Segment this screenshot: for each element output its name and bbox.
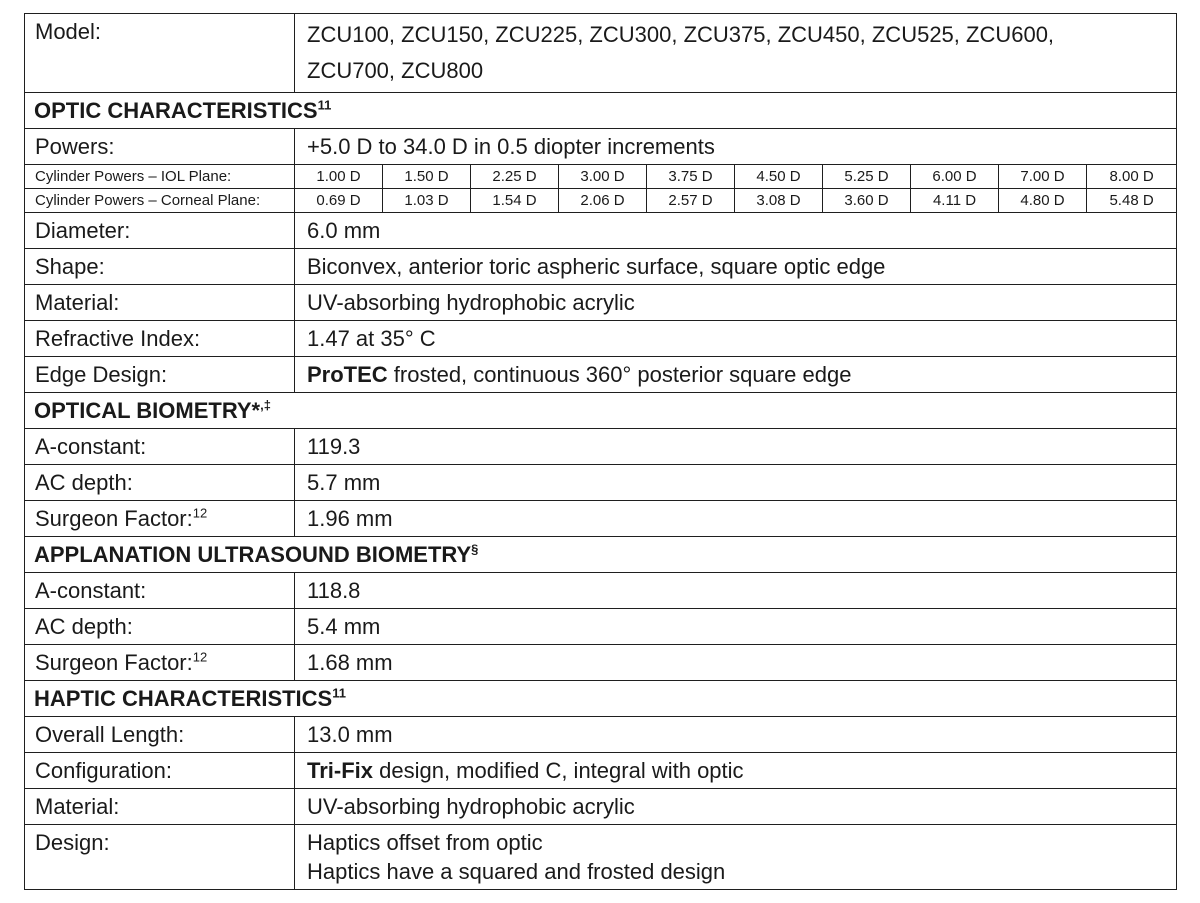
diameter-value: 6.0 mm — [295, 213, 1177, 249]
design-value-line2: Haptics have a squared and frosted design — [307, 859, 726, 884]
configuration-rest: design, modified C, integral with optic — [373, 758, 744, 783]
row-haptic-material — [25, 789, 1177, 825]
cylinder-corneal-value: 0.69 D — [295, 189, 383, 213]
optical-surgeon-factor-superscript: 12 — [192, 505, 208, 521]
row-refractive-index — [25, 321, 1177, 357]
optic-section-superscript: 11 — [317, 97, 332, 113]
row-shape — [25, 249, 1177, 285]
cylinder-corneal-value: 3.08 D — [735, 189, 823, 213]
configuration-value — [295, 753, 1177, 789]
overall-length-value: 13.0 mm — [295, 717, 1177, 753]
cylinder-corneal-label: Cylinder Powers – Corneal Plane: — [25, 189, 295, 213]
configuration-brand: Tri-Fix — [307, 758, 374, 783]
row-diameter — [25, 213, 1177, 249]
model-label: Model: — [25, 14, 295, 93]
row-section-optical-biometry — [25, 393, 1177, 429]
shape-label: Shape: — [25, 249, 295, 285]
row-configuration — [25, 753, 1177, 789]
cylinder-corneal-value: 1.03 D — [383, 189, 471, 213]
refractive-index-value: 1.47 at 35° C — [295, 321, 1177, 357]
refractive-index-label: Refractive Index: — [25, 321, 295, 357]
cylinder-iol-value: 4.50 D — [735, 165, 823, 189]
optic-section-title: OPTIC CHARACTERISTICS — [34, 98, 318, 123]
row-model — [25, 14, 1177, 93]
row-optical-ac-depth — [25, 465, 1177, 501]
optic-section-header — [25, 93, 1177, 129]
optical-surgeon-factor-label-text: Surgeon Factor: — [35, 506, 193, 531]
iol-spec-table — [24, 13, 1177, 890]
cylinder-corneal-value: 3.60 D — [823, 189, 911, 213]
cylinder-iol-value: 6.00 D — [911, 165, 999, 189]
optic-material-label: Material: — [25, 285, 295, 321]
row-ultrasound-a-constant — [25, 573, 1177, 609]
cylinder-corneal-value: 2.57 D — [647, 189, 735, 213]
haptic-section-superscript: 11 — [332, 685, 346, 701]
overall-length-label: Overall Length: — [25, 717, 295, 753]
row-section-haptic — [25, 681, 1177, 717]
cylinder-iol-value: 8.00 D — [1087, 165, 1177, 189]
cylinder-iol-value: 5.25 D — [823, 165, 911, 189]
row-optical-surgeon-factor — [25, 501, 1177, 537]
haptic-section-title: HAPTIC CHARACTERISTICS — [34, 686, 333, 711]
haptic-section-header — [25, 681, 1177, 717]
ultrasound-surgeon-factor-label — [25, 645, 295, 681]
optical-biometry-section-header — [25, 393, 1177, 429]
optical-biometry-section-title: OPTICAL BIOMETRY* — [34, 398, 261, 423]
configuration-label: Configuration: — [25, 753, 295, 789]
shape-value: Biconvex, anterior toric aspheric surface, square optic edge — [295, 249, 1177, 285]
design-value-line1: Haptics offset from optic — [307, 830, 543, 855]
ultrasound-a-constant-value: 118.8 — [295, 573, 1177, 609]
model-value — [295, 14, 1177, 93]
row-overall-length — [25, 717, 1177, 753]
cylinder-iol-value: 2.25 D — [471, 165, 559, 189]
cylinder-corneal-value: 1.54 D — [471, 189, 559, 213]
haptic-material-label: Material: — [25, 789, 295, 825]
optical-a-constant-label: A-constant: — [25, 429, 295, 465]
cylinder-iol-value: 1.00 D — [295, 165, 383, 189]
cylinder-iol-value: 3.00 D — [559, 165, 647, 189]
ultrasound-ac-depth-label: AC depth: — [25, 609, 295, 645]
haptic-material-value: UV-absorbing hydrophobic acrylic — [295, 789, 1177, 825]
row-optic-material — [25, 285, 1177, 321]
optic-material-value: UV-absorbing hydrophobic acrylic — [295, 285, 1177, 321]
optical-biometry-section-superscript: ,‡ — [260, 397, 271, 413]
optical-ac-depth-label: AC depth: — [25, 465, 295, 501]
row-section-ultrasound-biometry — [25, 537, 1177, 573]
row-design — [25, 825, 1177, 890]
edge-design-rest: frosted, continuous 360° posterior square edge — [387, 362, 852, 387]
ultrasound-a-constant-label: A-constant: — [25, 573, 295, 609]
design-value — [295, 825, 1177, 890]
diameter-label: Diameter: — [25, 213, 295, 249]
cylinder-corneal-value: 4.80 D — [999, 189, 1087, 213]
optical-surgeon-factor-value: 1.96 mm — [295, 501, 1177, 537]
ultrasound-surgeon-factor-value: 1.68 mm — [295, 645, 1177, 681]
cylinder-corneal-value: 4.11 D — [911, 189, 999, 213]
cylinder-corneal-value: 5.48 D — [1087, 189, 1177, 213]
cylinder-iol-value: 1.50 D — [383, 165, 471, 189]
row-powers — [25, 129, 1177, 165]
edge-design-value — [295, 357, 1177, 393]
model-value-line1: ZCU100, ZCU150, ZCU225, ZCU300, ZCU375, ZCU450, ZCU525, ZCU600, — [307, 22, 1055, 47]
powers-value: +5.0 D to 34.0 D in 0.5 diopter increments — [295, 129, 1177, 165]
edge-design-label: Edge Design: — [25, 357, 295, 393]
row-cylinder-corneal — [25, 189, 1177, 213]
row-section-optic — [25, 93, 1177, 129]
cylinder-iol-label: Cylinder Powers – IOL Plane: — [25, 165, 295, 189]
cylinder-iol-value: 3.75 D — [647, 165, 735, 189]
optical-a-constant-value: 119.3 — [295, 429, 1177, 465]
ultrasound-biometry-section-title: APPLANATION ULTRASOUND BIOMETRY — [34, 542, 472, 567]
cylinder-iol-value: 7.00 D — [999, 165, 1087, 189]
powers-label: Powers: — [25, 129, 295, 165]
edge-design-brand: ProTEC — [307, 362, 388, 387]
ultrasound-surgeon-factor-superscript: 12 — [192, 649, 208, 665]
cylinder-corneal-value: 2.06 D — [559, 189, 647, 213]
ultrasound-biometry-section-superscript: § — [471, 541, 479, 557]
row-cylinder-iol — [25, 165, 1177, 189]
ultrasound-ac-depth-value: 5.4 mm — [295, 609, 1177, 645]
optical-ac-depth-value: 5.7 mm — [295, 465, 1177, 501]
row-optical-a-constant — [25, 429, 1177, 465]
row-ultrasound-ac-depth — [25, 609, 1177, 645]
optical-surgeon-factor-label — [25, 501, 295, 537]
row-ultrasound-surgeon-factor — [25, 645, 1177, 681]
ultrasound-biometry-section-header — [25, 537, 1177, 573]
ultrasound-surgeon-factor-label-text: Surgeon Factor: — [35, 650, 193, 675]
model-value-line2: ZCU700, ZCU800 — [307, 58, 484, 83]
row-edge-design — [25, 357, 1177, 393]
design-label: Design: — [25, 825, 295, 890]
